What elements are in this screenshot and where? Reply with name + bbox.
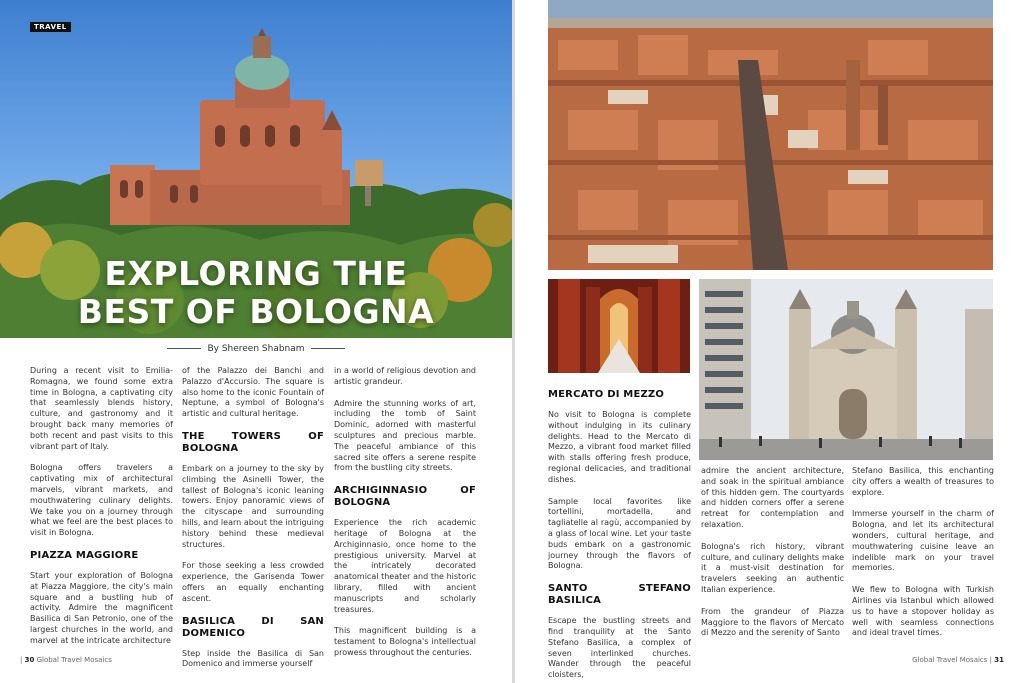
author-name: By Shereen Shabnam (207, 344, 305, 354)
paragraph: in a world of religious devotion and artistic grandeur. (334, 366, 476, 386)
rooftops-illustration (548, 0, 993, 270)
byline-rule-left (167, 348, 201, 349)
section-heading: SANTO STEFANO BASILICA (548, 583, 691, 607)
paragraph: Escape the bustling streets and find tranquility at the Santo Stefano Basilica, a complex of seven interlinked churches. Wander through the peaceful cloisters, (548, 616, 691, 680)
photo-bologna-rooftops (548, 0, 993, 270)
paragraph: Experience the rich academic heritage of Bologna at the Archiginnasio, once home to the prestigious university. Marvel at the intricately decorated anatomical theater and the historic library, filled with ancient manuscripts and scholarly treasures. (334, 518, 476, 614)
section-heading: MERCATO DI MEZZO (548, 389, 665, 400)
left-column-2 (182, 366, 324, 681)
byline (0, 344, 512, 354)
paragraph: Embark on a journey to the sky by climbing the Asinelli Tower, the tallest of Bologna's iconic leaning towers. Enjoy panoramic views of the cityscape and surrounding hills, and learn about the intriguing history behind these medieval structures. (182, 463, 324, 549)
basilica-illustration (699, 279, 993, 460)
paragraph: admire the ancient architecture, and soak in the spiritual ambiance of this hidden gem. The courtyards and hidden corners offer a serene retreat for contemplation and relaxation. (701, 466, 844, 529)
paragraph: Bologna offers travelers a captivating mix of architectural marvels, vibrant markets, and mouthwatering culinary delights. We take you on a journey through what we feel are the best places to visit in Bologna. (30, 463, 173, 538)
title-line-1: EXPLORING THE (104, 254, 408, 293)
hero-photo-sanctuary (0, 0, 512, 338)
section-heading: BASILICA DI SAN DOMENICO (182, 615, 324, 639)
paragraph: Admire the stunning works of art, including the tomb of Saint Dominic, adorned with masterful sculptures and precious marble. The peaceful ambiance of this sacred site offers a serene respite from the bustling city streets. (334, 398, 476, 473)
page-number: 31 (994, 656, 1004, 664)
paragraph: Step inside the Basilica di San Domenico and immerse yourself (182, 648, 324, 669)
section-tag: TRAVEL (30, 22, 71, 32)
portico-illustration (548, 279, 690, 373)
magazine-name: Global Travel Mosaics (36, 656, 112, 664)
paragraph: Start your exploration of Bologna at Piazza Maggiore, the city's main square and a bustling hub of activity. Admire the magnificent Basilica di San Petronio, one of the largest churches in the world, and marvel at the intricate architecture (30, 570, 173, 645)
paragraph: For those seeking a less crowded experience, the Garisenda Tower offers an equally enchanting ascent. (182, 561, 324, 603)
right-column-1 (548, 384, 691, 683)
section-heading: THE TOWERS OF BOLOGNA (182, 430, 324, 454)
paragraph: This magnificent building is a testament to Bologna's intellectual prowess throughout the centuries. (334, 626, 476, 657)
photo-portico-arcade (548, 279, 690, 373)
right-column-2 (701, 466, 844, 650)
paragraph: No visit to Bologna is complete without indulging in its culinary delights. Head to the Mercato di Mezzo, a vibrant food market filled with stalls offering fresh produce, regional delicacies, and traditional dishes. (548, 410, 691, 484)
paragraph: Stefano Basilica, this enchanting city offers a wealth of treasures to explore. (852, 466, 994, 497)
left-column-1 (30, 366, 173, 658)
paragraph: Bologna's rich history, vibrant culture, and culinary delights make it a must-visit destination for travelers seeking an authentic Italian experience. (701, 541, 844, 594)
left-folio: | 30 Global Travel Mosaics (20, 656, 112, 664)
paragraph: of the Palazzo dei Banchi and Palazzo d'Accursio. The square is also home to the iconic Fountain of Neptune, a symbol of Bologna's artistic and cultural heritage. (182, 366, 324, 419)
paragraph: Immerse yourself in the charm of Bologna, and let its architectural wonders, cultural heritage, and mouthwatering cuisine leave an indelible mark on your travel memories. (852, 509, 994, 573)
right-column-3 (852, 466, 994, 650)
paragraph: During a recent visit to Emilia-Romagna, we found some extra time in Bologna, a captivating city that seamlessly blends history, culture, and gastronomy and it brought back many memories of both recent and past visits to this vibrant part of Italy. (30, 366, 173, 451)
photo-basilica (699, 279, 993, 460)
paragraph: We flew to Bologna with Turkish Airlines via Istanbul which allowed us to have a stopover holiday as well with seamless connections and ideal travel times. (852, 585, 994, 638)
page-number: 30 (24, 656, 35, 664)
title-line-2: BEST OF BOLOGNA (77, 292, 435, 331)
left-column-3 (334, 366, 476, 670)
section-heading: PIAZZA MAGGIORE (30, 549, 139, 561)
right-folio: Global Travel Mosaics | 31 (912, 656, 1004, 664)
section-heading: ARCHIGINNASIO OF BOLOGNA (334, 485, 476, 509)
magazine-name: Global Travel Mosaics (912, 656, 988, 664)
article-title (0, 255, 512, 331)
right-page (515, 0, 1024, 683)
paragraph: From the grandeur of Piazza Maggiore to the flavors of Mercato di Mezzo and the serenity of Santo (701, 606, 844, 638)
paragraph: Sample local favorites like tortellini, mortadella, and tagliatelle al ragù, accompanied by a glass of local wine. Let your taste buds embark on a gastronomic journey through the flavors of Bologna. (548, 496, 691, 571)
byline-rule-right (311, 348, 345, 349)
